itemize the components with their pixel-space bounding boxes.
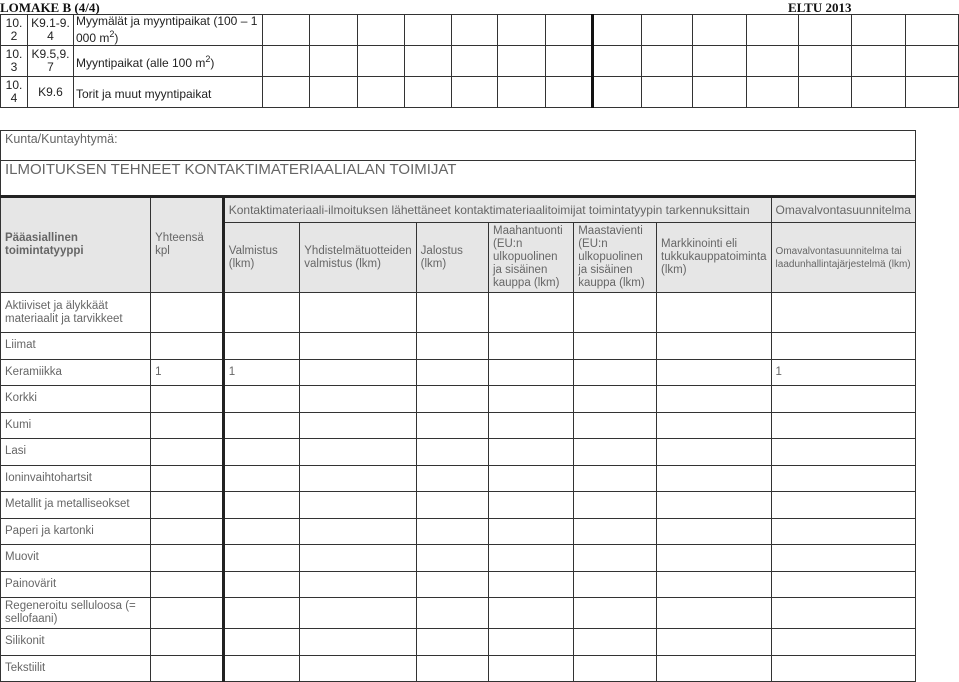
value-cell[interactable] xyxy=(223,629,300,656)
input-cell[interactable] xyxy=(905,46,958,77)
value-cell[interactable] xyxy=(300,439,416,466)
row-label: Torit ja muut myyntipaikat xyxy=(73,77,262,108)
value-cell[interactable] xyxy=(771,439,915,466)
value-cell[interactable] xyxy=(416,492,488,519)
value-cell[interactable] xyxy=(657,359,772,386)
value-cell[interactable] xyxy=(300,465,416,492)
kunta-field[interactable]: Kunta/Kuntayhtymä: xyxy=(1,131,916,161)
row-label: Korkki xyxy=(1,386,151,413)
value-cell[interactable] xyxy=(574,518,657,545)
value-cell[interactable] xyxy=(223,465,300,492)
operators-table xyxy=(0,130,916,682)
row-label: Keramiikka xyxy=(1,359,151,386)
value-cell[interactable] xyxy=(416,545,488,572)
col-sub: Yhdistelmätuotteiden valmistus (lkm) xyxy=(300,223,416,293)
input-cell[interactable] xyxy=(799,46,852,77)
value-cell[interactable] xyxy=(771,333,915,360)
value-cell[interactable] xyxy=(574,655,657,682)
value-cell[interactable] xyxy=(416,629,488,656)
value-cell[interactable] xyxy=(574,412,657,439)
row-label: Myymälät ja myyntipaikat (100 – 1 000 $m^2$) xyxy=(73,15,262,46)
value-cell[interactable] xyxy=(416,518,488,545)
input-cell[interactable] xyxy=(498,15,546,46)
value-cell[interactable] xyxy=(151,412,224,439)
section-title: ILMOITUKSEN TEHNEET KONTAKTIMATERIAALIALAN TOIMIJAT xyxy=(1,161,916,197)
value-cell[interactable] xyxy=(300,629,416,656)
row-code: K9.1-9. 4 xyxy=(27,15,73,46)
value-cell[interactable] xyxy=(151,465,224,492)
value-cell[interactable] xyxy=(657,465,772,492)
input-cell[interactable] xyxy=(693,77,747,108)
value-cell[interactable] xyxy=(657,571,772,598)
value-cell[interactable] xyxy=(151,492,224,519)
table-row xyxy=(1,412,916,439)
value-cell[interactable] xyxy=(416,655,488,682)
row-label: Aktiiviset ja älykkäät materiaalit ja tarvikkeet xyxy=(1,293,151,333)
value-cell[interactable] xyxy=(151,655,224,682)
input-cell[interactable] xyxy=(642,77,693,108)
input-cell[interactable] xyxy=(404,77,451,108)
value-cell[interactable] xyxy=(151,571,224,598)
value-cell[interactable] xyxy=(489,629,574,656)
input-cell[interactable] xyxy=(309,77,357,108)
input-cell[interactable] xyxy=(357,46,404,77)
table-row xyxy=(1,359,916,386)
value-cell[interactable] xyxy=(300,492,416,519)
value-cell[interactable] xyxy=(416,333,488,360)
value-cell[interactable] xyxy=(489,598,574,629)
table-row xyxy=(1,571,916,598)
row-label: Painovärit xyxy=(1,571,151,598)
value-cell[interactable] xyxy=(771,465,915,492)
col-sub: Jalostus (lkm) xyxy=(416,223,488,293)
row-number: 10. 2 xyxy=(1,15,28,46)
input-cell[interactable] xyxy=(451,15,498,46)
value-cell[interactable] xyxy=(300,333,416,360)
input-cell[interactable] xyxy=(593,77,642,108)
value-cell[interactable] xyxy=(657,412,772,439)
value-cell[interactable] xyxy=(416,386,488,413)
value-cell[interactable] xyxy=(300,571,416,598)
value-cell[interactable] xyxy=(657,439,772,466)
value-cell[interactable] xyxy=(223,655,300,682)
input-cell[interactable] xyxy=(498,77,546,108)
value-cell[interactable] xyxy=(300,293,416,333)
row-number: 10. 3 xyxy=(1,46,28,77)
value-cell[interactable] xyxy=(489,545,574,572)
value-cell[interactable] xyxy=(300,412,416,439)
col-own-sub: Omavalvontasuunnitelma tai laadunhallintajärjestelmä (lkm) xyxy=(771,223,915,293)
col-own-group: Omavalvontasuunnitelma xyxy=(771,197,915,223)
col-total: Yhteensä kpl xyxy=(151,197,224,293)
value-cell[interactable] xyxy=(489,293,574,333)
value-cell[interactable] xyxy=(771,598,915,629)
input-cell[interactable] xyxy=(593,46,642,77)
table-row xyxy=(1,655,916,682)
input-cell[interactable] xyxy=(747,46,799,77)
input-cell[interactable] xyxy=(852,46,906,77)
table-row xyxy=(1,629,916,656)
input-cell[interactable] xyxy=(451,46,498,77)
value-cell[interactable] xyxy=(574,545,657,572)
value-cell[interactable] xyxy=(151,598,224,629)
value-cell[interactable] xyxy=(489,359,574,386)
value-cell[interactable] xyxy=(574,598,657,629)
table-row xyxy=(1,518,916,545)
value-cell[interactable] xyxy=(151,386,224,413)
value-cell[interactable] xyxy=(416,465,488,492)
value-cell[interactable] xyxy=(657,492,772,519)
form-year: ELTU 2013 xyxy=(788,0,852,15)
col-sub: Markkinointi eli tukkukauppatoiminta (lkm) xyxy=(657,223,772,293)
value-cell[interactable] xyxy=(771,386,915,413)
value-cell[interactable] xyxy=(489,333,574,360)
top-table-row xyxy=(1,77,959,108)
row-label: Regeneroitu selluloosa (= sellofaani) xyxy=(1,598,151,629)
table-row xyxy=(1,465,916,492)
input-cell[interactable] xyxy=(799,15,852,46)
value-cell[interactable] xyxy=(416,412,488,439)
value-cell[interactable] xyxy=(771,293,915,333)
row-label: Muovit xyxy=(1,545,151,572)
input-cell[interactable] xyxy=(693,15,747,46)
input-cell[interactable] xyxy=(546,77,593,108)
input-cell[interactable] xyxy=(593,15,642,46)
value-cell[interactable] xyxy=(223,293,300,333)
value-cell[interactable] xyxy=(416,598,488,629)
table-row xyxy=(1,439,916,466)
input-cell[interactable] xyxy=(905,15,958,46)
value-cell[interactable] xyxy=(223,598,300,629)
value-cell[interactable] xyxy=(300,598,416,629)
value-cell[interactable] xyxy=(223,412,300,439)
table-row xyxy=(1,293,916,333)
row-label: Liimat xyxy=(1,333,151,360)
input-cell[interactable] xyxy=(404,46,451,77)
value-cell[interactable] xyxy=(223,518,300,545)
value-cell[interactable] xyxy=(657,598,772,629)
row-code: K9.6 xyxy=(27,77,73,108)
row-label: Tekstiilit xyxy=(1,655,151,682)
value-cell[interactable] xyxy=(574,629,657,656)
value-cell[interactable] xyxy=(489,439,574,466)
value-cell[interactable] xyxy=(657,629,772,656)
value-cell[interactable] xyxy=(657,545,772,572)
row-code: K9.5,9. 7 xyxy=(27,46,73,77)
form-id: LOMAKE B (4/4) xyxy=(0,0,100,15)
value-cell[interactable] xyxy=(151,439,224,466)
value-cell[interactable] xyxy=(657,386,772,413)
row-label: Kumi xyxy=(1,412,151,439)
value-cell[interactable] xyxy=(151,333,224,360)
value-cell[interactable] xyxy=(574,386,657,413)
value-cell[interactable] xyxy=(771,518,915,545)
input-cell[interactable] xyxy=(852,15,906,46)
value-cell[interactable]: 1 xyxy=(771,359,915,386)
top-table-row xyxy=(1,46,959,77)
value-cell[interactable] xyxy=(489,518,574,545)
value-cell[interactable] xyxy=(489,412,574,439)
value-cell[interactable] xyxy=(574,439,657,466)
input-cell[interactable] xyxy=(309,46,357,77)
table-row xyxy=(1,386,916,413)
input-cell[interactable] xyxy=(262,46,309,77)
value-cell[interactable] xyxy=(223,333,300,360)
input-cell[interactable] xyxy=(799,77,852,108)
value-cell[interactable] xyxy=(489,386,574,413)
input-cell[interactable] xyxy=(546,46,593,77)
table-row xyxy=(1,333,916,360)
value-cell[interactable] xyxy=(489,655,574,682)
value-cell[interactable] xyxy=(657,333,772,360)
col-sub: Maastavienti (EU:n ulkopuolinen ja sisäinen kauppa (lkm) xyxy=(574,223,657,293)
table-row xyxy=(1,492,916,519)
col-sub: Valmistus (lkm) xyxy=(223,223,300,293)
input-cell[interactable] xyxy=(693,46,747,77)
value-cell[interactable] xyxy=(223,571,300,598)
value-cell[interactable] xyxy=(771,629,915,656)
value-cell[interactable] xyxy=(416,359,488,386)
input-cell[interactable] xyxy=(642,15,693,46)
input-cell[interactable] xyxy=(451,77,498,108)
input-cell[interactable] xyxy=(905,77,958,108)
input-cell[interactable] xyxy=(747,15,799,46)
value-cell[interactable] xyxy=(223,545,300,572)
row-number: 10. 4 xyxy=(1,77,28,108)
value-cell[interactable] xyxy=(771,492,915,519)
value-cell[interactable] xyxy=(300,386,416,413)
top-table-row xyxy=(1,15,959,46)
value-cell[interactable] xyxy=(574,293,657,333)
row-label: Myyntipaikat (alle 100 $m^2$) xyxy=(73,46,262,77)
value-cell[interactable] xyxy=(657,655,772,682)
row-label: Silikonit xyxy=(1,629,151,656)
value-cell[interactable] xyxy=(223,386,300,413)
value-cell[interactable] xyxy=(300,359,416,386)
value-cell[interactable] xyxy=(151,545,224,572)
value-cell[interactable] xyxy=(300,655,416,682)
value-cell[interactable] xyxy=(489,465,574,492)
value-cell[interactable] xyxy=(574,333,657,360)
value-cell[interactable] xyxy=(657,518,772,545)
input-cell[interactable] xyxy=(747,77,799,108)
value-cell[interactable] xyxy=(223,492,300,519)
value-cell[interactable] xyxy=(151,518,224,545)
value-cell[interactable] xyxy=(657,293,772,333)
row-label: Ioninvaihtohartsit xyxy=(1,465,151,492)
input-cell[interactable] xyxy=(309,15,357,46)
value-cell[interactable] xyxy=(416,293,488,333)
value-cell[interactable] xyxy=(300,518,416,545)
row-label: Lasi xyxy=(1,439,151,466)
value-cell[interactable] xyxy=(574,465,657,492)
value-cell[interactable] xyxy=(771,655,915,682)
value-cell[interactable] xyxy=(574,571,657,598)
table-row xyxy=(1,598,916,629)
input-cell[interactable] xyxy=(404,15,451,46)
input-cell[interactable] xyxy=(357,15,404,46)
value-cell[interactable] xyxy=(489,571,574,598)
value-cell[interactable] xyxy=(151,629,224,656)
value-cell[interactable]: 1 xyxy=(223,359,300,386)
col-group: Kontaktimateriaali-ilmoituksen lähettäneet kontaktimateriaalitoimijat toimintatyypin tarkennuksittain xyxy=(223,197,771,223)
value-cell[interactable] xyxy=(574,492,657,519)
value-cell[interactable] xyxy=(771,412,915,439)
row-label: Paperi ja kartonki xyxy=(1,518,151,545)
value-cell[interactable] xyxy=(223,439,300,466)
input-cell[interactable] xyxy=(642,46,693,77)
input-cell[interactable] xyxy=(498,46,546,77)
row-label: Metallit ja metalliseokset xyxy=(1,492,151,519)
value-cell[interactable] xyxy=(416,439,488,466)
value-cell[interactable] xyxy=(771,545,915,572)
input-cell[interactable] xyxy=(262,77,309,108)
value-cell[interactable]: 1 xyxy=(151,359,224,386)
input-cell[interactable] xyxy=(357,77,404,108)
value-cell[interactable] xyxy=(574,359,657,386)
col-sub: Maahantuonti (EU:n ulkopuolinen ja sisäinen kauppa (lkm) xyxy=(489,223,574,293)
value-cell[interactable] xyxy=(151,293,224,333)
value-cell[interactable] xyxy=(489,492,574,519)
table-row xyxy=(1,545,916,572)
value-cell[interactable] xyxy=(300,545,416,572)
input-cell[interactable] xyxy=(852,77,906,108)
input-cell[interactable] xyxy=(262,15,309,46)
value-cell[interactable] xyxy=(771,571,915,598)
col-main-type: Pääasiallinen toimintatyyppi xyxy=(1,197,151,293)
top-table xyxy=(0,14,959,108)
value-cell[interactable] xyxy=(416,571,488,598)
input-cell[interactable] xyxy=(546,15,593,46)
